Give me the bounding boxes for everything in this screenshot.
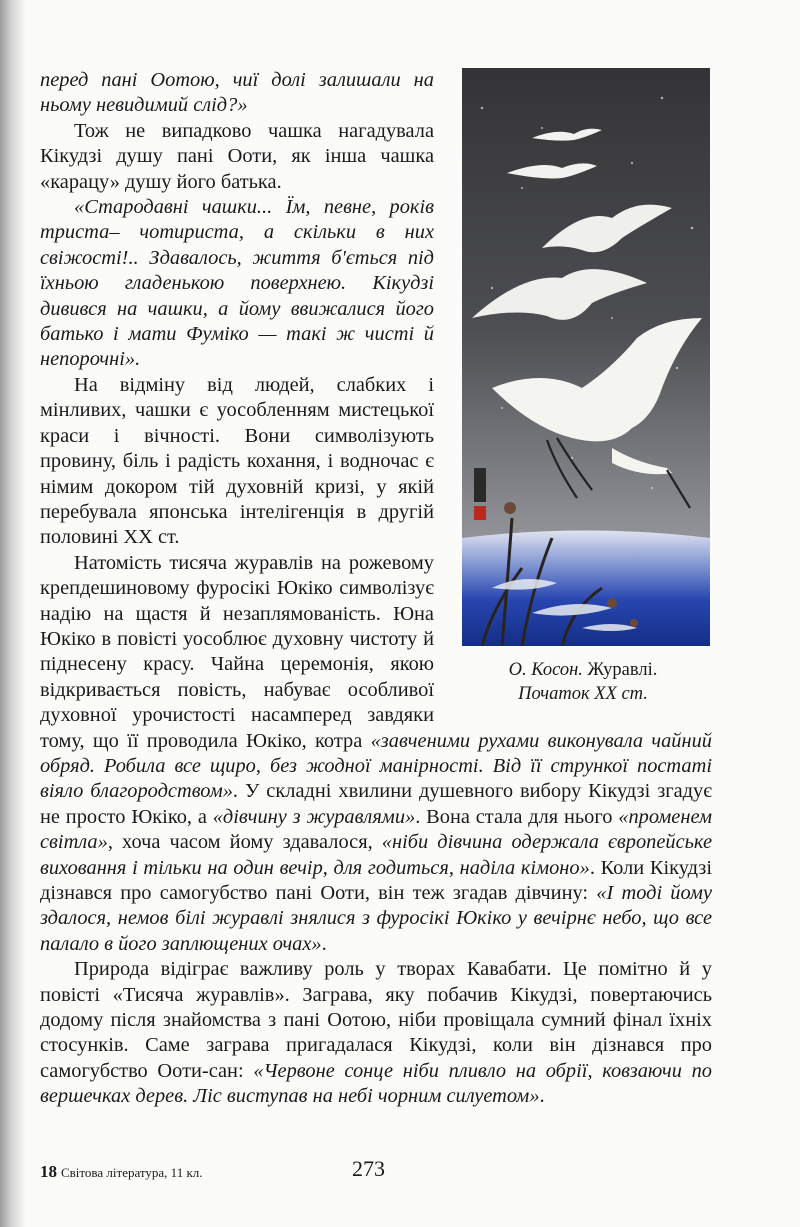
quote-continuation: перед пані Оотою, чиї долі залишали на ньому невидимий слід?»: [40, 69, 434, 117]
text-segment: , хоча часом йому здавалося,: [107, 831, 382, 854]
text-segment: .: [321, 932, 327, 955]
text-segment: . Вона стала для нього: [415, 805, 619, 828]
caption-title: Журавлі.: [587, 660, 658, 680]
text-segment: Натомість тисяча журавлів на рожевому крепдешиновому фуросікі Юкіко символізує надію на щастя й незаплямованість. Юна Юкіко в повісті уособлює духовну чистоту й піднесену красу. Чайна церемонія, якою відкривається повість, набуває особливої духовної урочистості насамперед завдяки тому, що її проводила Юкіко, котра: [40, 551, 434, 752]
page-number: 273: [352, 1156, 385, 1181]
quote-segment: «завченими рухами виконувала чайний обряд. Робила все щиро, без жодної манірності. Від її стрункої постаті віяло благородством»: [40, 729, 712, 803]
printer-signature: [40, 1162, 203, 1182]
quote-segment: «Червоне сонце ніби пливло на обрії, ковзаючи по вершечках дерев. Ліс виступав на небі чорним силуетом»: [40, 1059, 712, 1108]
quote-old-cups: «Стародавні чашки... Їм, певне, років триста– чотириста, а скільки в них свіжості!.. Здавалось, життя б'ється під їхньою гладенькою поверхнею. Кікудзі дивився на чашки, а йому ввижалися його батько і мати Фуміко — такі ж чисті й непорочні».: [40, 196, 434, 371]
text-segment: . У складні хвилини душевного вибору Кікудзі згадує не просто Юкіко, а: [40, 780, 712, 828]
paragraph-2: Тож не випадково чашка нагадувала Кікудзі душу пані Ооти, як інша чашка «карацу» душу його батька.: [40, 119, 434, 193]
paragraph-4: На відміну від людей, слабких і мінливих, чашки є уособленням мистецької краси і вічності. Вони символізують провину, біль і радість кохання, і водночас є німим докором тій духовній кризі, у якій перебувала японська інтелігенція в другій половині ХХ ст.: [40, 373, 434, 549]
quote-segment: «дівчину з журавлями»: [212, 805, 416, 828]
signature-text: Світова література, 11 кл.: [61, 1165, 203, 1180]
caption-artist: О. Косон.: [508, 660, 583, 680]
cranes-artwork: [462, 68, 710, 646]
body-text: [40, 68, 712, 1110]
page-edge-shadow: [0, 0, 26, 1227]
text-segment: .: [539, 1085, 545, 1108]
paragraph-6: [40, 957, 712, 1109]
signature-number: 18: [40, 1162, 57, 1181]
page-footer: [40, 1156, 712, 1186]
caption-date: Початок ХХ ст.: [518, 684, 648, 704]
quote-segment: «ніби дівчина одержала європейське виховання і тільки на один вечір, для годиться, наділа кімоно»: [40, 831, 712, 879]
quote-segment: «І тоді йому здалося, немов білі журавлі знялися з фуросікі Юкіко у вечірнє небо, що все палало в його заплющених очах»: [40, 882, 712, 955]
text-segment: . Коли Кікудзі дізнався про самогубство пані Ооти, він теж згадав дівчину:: [40, 856, 712, 904]
figure: [454, 68, 712, 720]
text-segment: Природа відіграє важливу роль у творах Кавабати. Це помітно й у повісті «Тисяча журавлів». Заграва, яку побачив Кікудзі, повертаючись додому після знайомства з пані Оотою, ніби провіщала сумний фінал їхніх стосунків. Саме заграва пригадалася Кікудзі, коли він дізнався про самогубство Ооти-сан:: [40, 958, 712, 1082]
figure-caption: [454, 658, 712, 706]
quote-segment: «променем світла»: [40, 805, 713, 854]
